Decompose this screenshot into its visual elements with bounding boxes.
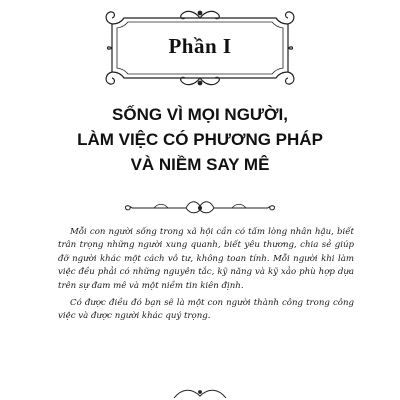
chapter-title-line: VÀ NIỀM SAY MÊ xyxy=(130,155,270,174)
body-text xyxy=(58,226,354,328)
part-title: Phần I xyxy=(168,34,232,58)
chapter-title-line: LÀM VIỆC CÓ PHƯƠNG PHÁP xyxy=(77,130,323,149)
ornamental-divider xyxy=(124,196,276,218)
body-paragraph: Mỗi con người sống trong xã hội cần có tấm lòng nhân hậu, biết trân trọng những người xung quanh, biết yêu thương, chia sẻ giúp đỡ người khác một cách vô tư, không toan tính. Mỗi người khi làm việc đều phải có những nguyên tắc, kỹ năng và kỹ xảo phù hợp dựa trên sự đam mê và một niềm tin kiên định. xyxy=(58,227,354,291)
chapter-title xyxy=(40,102,360,177)
bottom-ornament xyxy=(170,384,230,400)
bottom-flourish-icon xyxy=(170,384,230,400)
part-title-frame xyxy=(102,8,298,88)
chapter-title-line: SỐNG VÌ MỌI NGƯỜI, xyxy=(112,105,288,124)
flourish-divider-icon xyxy=(124,196,276,218)
body-paragraph: Có được điều đó bạn sẽ là một con người thành công trong công việc và được người khác quý trọng. xyxy=(58,298,354,322)
